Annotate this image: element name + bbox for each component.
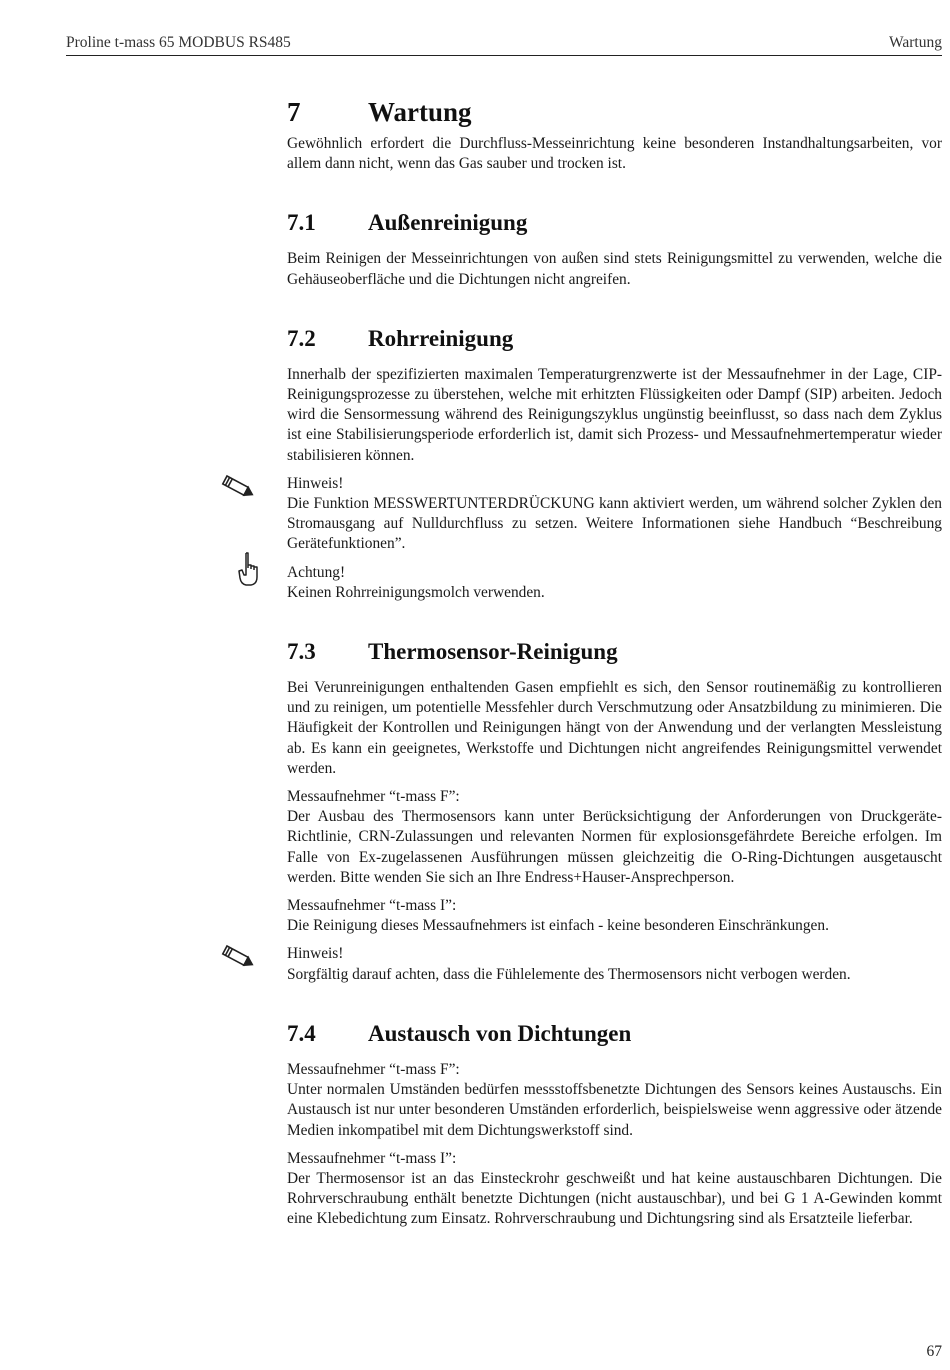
pencil-note-icon — [217, 472, 257, 502]
section-7-3-heading — [287, 636, 942, 668]
section-number: 7.2 — [287, 325, 316, 351]
page-number: 67 — [926, 1343, 942, 1360]
sensor-i-label: Messaufnehmer “t-mass I”: — [287, 897, 457, 915]
section-title: Wartung — [368, 97, 472, 127]
header-document-title: Proline t-mass 65 MODBUS RS485 — [66, 34, 291, 51]
sensor-i-text: Der Thermosensor ist an das Einsteckrohr geschweißt und hat keine austauschbaren Dichtungen. Die Rohrverschraubung enthält benetzte Dichtungen (nicht austauschbar), und bei G 1 A-Gewinden kommt eine Klebedichtung zum Einsatz. Rohrverschraubung und Dichtungsring sind als Ersatzteile lieferbar. — [287, 1169, 942, 1228]
section-number: 7.3 — [287, 639, 316, 665]
sensor-i-text: Die Reinigung dieses Messaufnehmers ist einfach - keine besonderen Einschränkungen. — [287, 917, 829, 935]
note-label: Hinweis! — [287, 474, 344, 492]
note-text: Sorgfältig darauf achten, dass die Fühlelemente des Thermosensors nicht verbogen werden. — [287, 965, 851, 983]
page-content — [287, 94, 942, 1230]
section-7-2-caution — [287, 563, 942, 603]
pencil-note-icon — [217, 942, 257, 972]
section-7-paragraph: Gewöhnlich erfordert die Durchfluss-Messeinrichtung keine besonderen Instandhaltungsarbeiten, vor allem dann nicht, wenn das Gas sauber und trocken ist. — [287, 135, 942, 173]
section-7-2-note — [287, 474, 942, 555]
note-label: Hinweis! — [287, 945, 344, 963]
section-title: Rohrreinigung — [368, 325, 514, 351]
section-number: 7.1 — [287, 210, 316, 236]
caution-label: Achtung! — [287, 563, 346, 581]
section-7-2-heading — [287, 323, 942, 355]
section-title: Außenreinigung — [368, 210, 528, 236]
section-7-3-paragraph: Bei Verunreinigungen enthaltenden Gasen empfiehlt es sich, den Sensor routinemäßig zu kontrollieren und zu reinigen, um potentielle Messfehler durch Verschmutzung oder Ansatzbildung zu minimieren. Die Häufigkeit der Kontrollen und Reinigungen hängt von der Anwendung und der verlangten Messleistung ab. Es kann ein geeignetes, Werkstoffe und Dichtungen nicht angreifendes Reinigungsmittel verwendet werden. — [287, 679, 942, 777]
pointing-hand-caution-icon — [237, 551, 261, 591]
section-7-1-paragraph: Beim Reinigen der Messeinrichtungen von außen sind stets Reinigungsmittel zu verwenden, welche die Gehäuseoberfläche und die Dichtungen nicht angreifen. — [287, 250, 942, 288]
section-7-2-paragraph: Innerhalb der spezifizierten maximalen Temperaturgrenzwerte ist der Messaufnehmer in der Lage, CIP-Reinigungsprozesse zu überstehen, welche mit erhitzten Flüssigkeiten oder Dampf (SIP) arbeiten. Jedoch wird die Sensormessung während des Reinigungszyklus ungünstig beeinflusst, so dass nach dem Zyklus ist eine Stabilisierungsperiode erforderlich ist, damit sich Prozess- und Messaufnehmertemperatur wieder stabilisieren können. — [287, 365, 942, 464]
page-header — [66, 31, 942, 56]
section-number: 7 — [287, 97, 301, 127]
header-chapter-title: Wartung — [889, 34, 942, 51]
section-7-3-note — [287, 944, 942, 984]
section-number: 7.4 — [287, 1020, 316, 1046]
section-title: Austausch von Dichtungen — [368, 1020, 632, 1046]
section-7-1-heading — [287, 207, 942, 239]
note-text: Die Funktion MESSWERTUNTERDRÜCKUNG kann aktiviert werden, um während solcher Zyklen den Stromausgang auf Nulldurchfluss zu setzen. Weitere Informationen siehe Handbuch “Beschreibung Gerätefunktionen”. — [287, 495, 942, 553]
sensor-f-label: Messaufnehmer “t-mass F”: — [287, 1060, 460, 1078]
section-7-4-heading — [287, 1018, 942, 1050]
section-title: Thermosensor-Reinigung — [368, 639, 618, 665]
sensor-f-text: Der Ausbau des Thermosensors kann unter Berücksichtigung der Anforderungen von Druckgeräte-Richtlinie, CRN-Zulassungen und relevanten Normen für explosionsgefährdete Bereiche erfolgen. Im Falle von Ex-zugelassenen Ausführungen müssen gleichzeitig die O-Ring-Dichtungen ausgetauscht werden. Bitte wenden Sie sich an Ihre Endress+Hauser-Ansprechperson. — [287, 808, 942, 886]
sensor-f-text: Unter normalen Umständen bedürfen messstoffsbenetzte Dichtungen des Sensors keines Austauschs. Ein Austausch ist nur unter besonderen Umständen erforderlich, beispielsweise wenn aggressive oder ätzende Medien inkompatibel mit dem Dichtungswerkstoff sind. — [287, 1081, 942, 1139]
caution-text: Keinen Rohrreinigungsmolch verwenden. — [287, 583, 545, 601]
sensor-i-label: Messaufnehmer “t-mass I”: — [287, 1149, 457, 1167]
section-7-heading — [287, 94, 942, 130]
sensor-f-label: Messaufnehmer “t-mass F”: — [287, 788, 460, 806]
